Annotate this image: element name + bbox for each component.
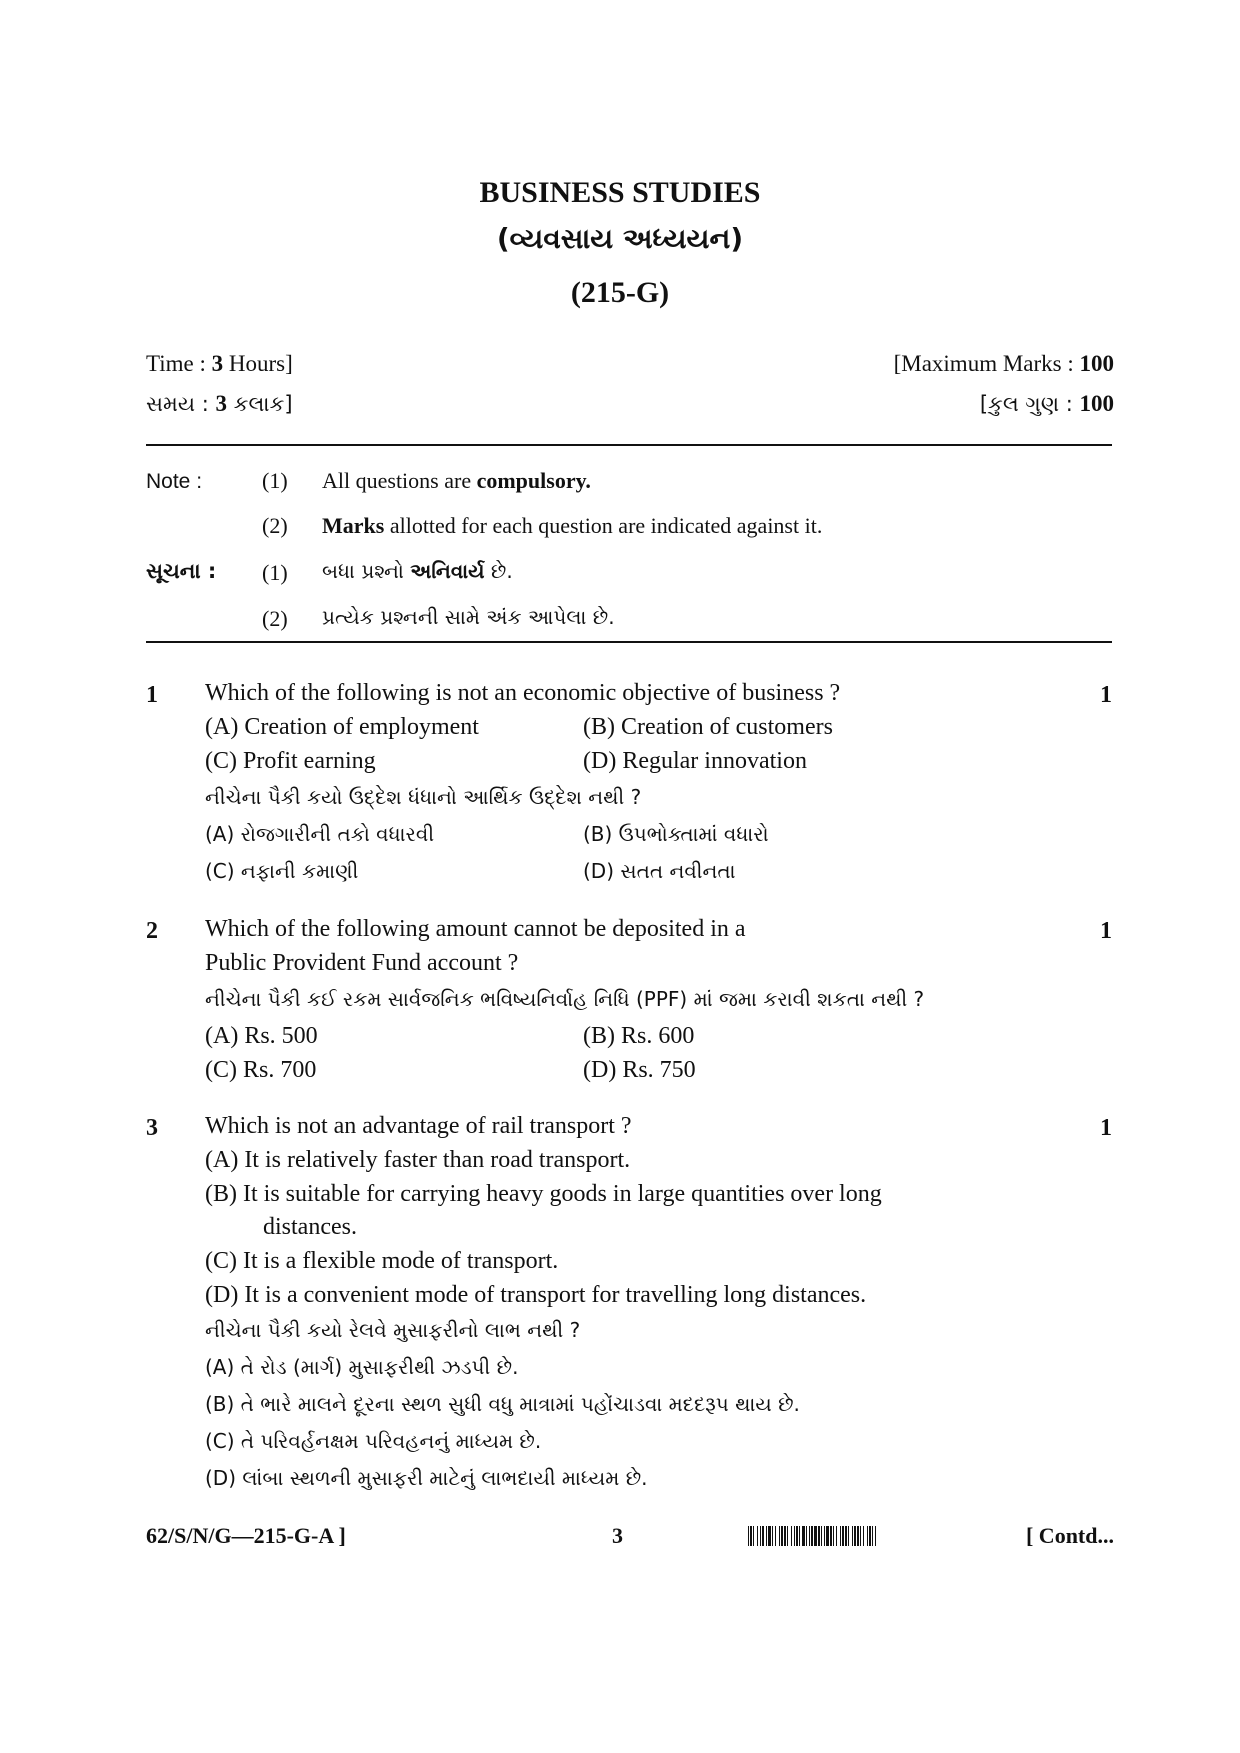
note-1-text: All questions are compulsory. xyxy=(322,468,591,493)
q3-option-a: (A) It is relatively faster than road transport. xyxy=(205,1147,631,1173)
q2-option-a: (A) Rs. 500 xyxy=(205,1023,318,1049)
q1-option-a: (A) Creation of employment xyxy=(205,714,479,740)
max-marks-en: [Maximum Marks : 100 xyxy=(893,351,1114,376)
q3-option-d-gujarati: (D) લાંબા સ્થળની મુસાફરી માટેનું લાભદાયી માધ્યમ છે. xyxy=(205,1466,648,1490)
q2-option-b: (B) Rs. 600 xyxy=(583,1023,695,1049)
q1-option-b: (B) Creation of customers xyxy=(583,714,833,740)
divider-top xyxy=(146,444,1112,446)
continued-label: [ Contd... xyxy=(1025,1523,1114,1548)
note-2-num: (2) xyxy=(262,513,288,538)
note-gu-1-num: (1) xyxy=(262,560,288,585)
q3-option-b-line2: distances. xyxy=(263,1214,357,1240)
note-label-gujarati: સૂચના : xyxy=(146,559,217,583)
divider-notes xyxy=(146,641,1112,643)
q3-option-c: (C) It is a flexible mode of transport. xyxy=(205,1248,559,1274)
footer-paper-code: 62/S/N/G—215-G-A ] xyxy=(146,1523,346,1548)
q1-option-c-gujarati: (C) નફાની કમાણી xyxy=(205,859,359,883)
q3-option-a-gujarati: (A) તે રોડ (માર્ગ) મુસાફરીથી ઝડપી છે. xyxy=(205,1355,519,1379)
q1-option-d-gujarati: (D) સતત નવીનતા xyxy=(583,859,736,883)
question-3-text: Which is not an advantage of rail transport ? xyxy=(205,1113,632,1139)
q3-option-b-line1: (B) It is suitable for carrying heavy goods in large quantities over long xyxy=(205,1181,882,1207)
question-2-text-line1: Which of the following amount cannot be deposited in a xyxy=(205,916,746,942)
note-gu-2-num: (2) xyxy=(262,606,288,631)
q2-option-d: (D) Rs. 750 xyxy=(583,1057,696,1083)
note-gu-2-text: પ્રત્યેક પ્રશ્નની સામે અંક આપેલા છે. xyxy=(322,605,615,629)
q1-option-b-gujarati: (B) ઉપભોક્તામાં વધારો xyxy=(583,822,769,846)
q1-option-a-gujarati: (A) રોજગારીની તકો વધારવી xyxy=(205,822,435,846)
q1-option-c: (C) Profit earning xyxy=(205,748,376,774)
barcode-graphic xyxy=(748,1526,984,1546)
note-label: Note : xyxy=(146,470,203,493)
note-2-text: Marks allotted for each question are indicated against it. xyxy=(322,513,823,538)
question-3-number: 3 xyxy=(146,1115,158,1141)
paper-code: (215-G) xyxy=(570,276,670,309)
paper-title: BUSINESS STUDIES xyxy=(479,176,761,209)
question-1-marks: 1 xyxy=(1100,682,1112,708)
q3-option-c-gujarati: (C) તે પરિવર્હનક્ષમ પરિવહનનું માધ્યમ છે. xyxy=(205,1429,542,1453)
question-3-text-gujarati: નીચેના પૈકી કયો રેલવે મુસાફરીનો લાભ નથી ? xyxy=(205,1318,581,1342)
question-2-text-gujarati: નીચેના પૈકી કઈ રકમ સાર્વજનિક ભવિષ્યનિર્વાહ નિધિ (PPF) માં જમા કરાવી શકતા નથી ? xyxy=(205,987,925,1011)
question-1-text-gujarati: નીચેના પૈકી કયો ઉદ્દેશ ધંધાનો આર્થિક ઉદ્દેશ નથી ? xyxy=(205,785,642,809)
q1-option-d: (D) Regular innovation xyxy=(583,748,807,774)
question-1-text: Which of the following is not an economic objective of business ? xyxy=(205,680,841,706)
q2-option-c: (C) Rs. 700 xyxy=(205,1057,317,1083)
page-number: 3 xyxy=(612,1523,623,1548)
note-gu-1-text: બધા પ્રશ્નો અનિવાર્ય છે. xyxy=(322,559,513,583)
time-gu: સમય : 3 કલાક] xyxy=(146,391,293,416)
question-1-number: 1 xyxy=(146,682,158,708)
note-1-num: (1) xyxy=(262,468,288,493)
paper-title-gujarati: (વ્યવસાય અધ્યયન) xyxy=(496,222,744,255)
q3-option-b-gujarati: (B) તે ભારે માલને દૂરના સ્થળ સુધી વધુ માત્રામાં પહોંચાડવા મદદરૂપ થાય છે. xyxy=(205,1392,800,1416)
max-marks-gu: [કુલ ગુણ : 100 xyxy=(979,391,1114,416)
q3-option-d: (D) It is a convenient mode of transport for travelling long distances. xyxy=(205,1282,867,1308)
question-2-text-line2: Public Provident Fund account ? xyxy=(205,950,519,976)
question-3-marks: 1 xyxy=(1100,1115,1112,1141)
question-2-marks: 1 xyxy=(1100,918,1112,944)
question-2-number: 2 xyxy=(146,918,158,944)
time-en: Time : 3 Hours] xyxy=(146,351,293,376)
